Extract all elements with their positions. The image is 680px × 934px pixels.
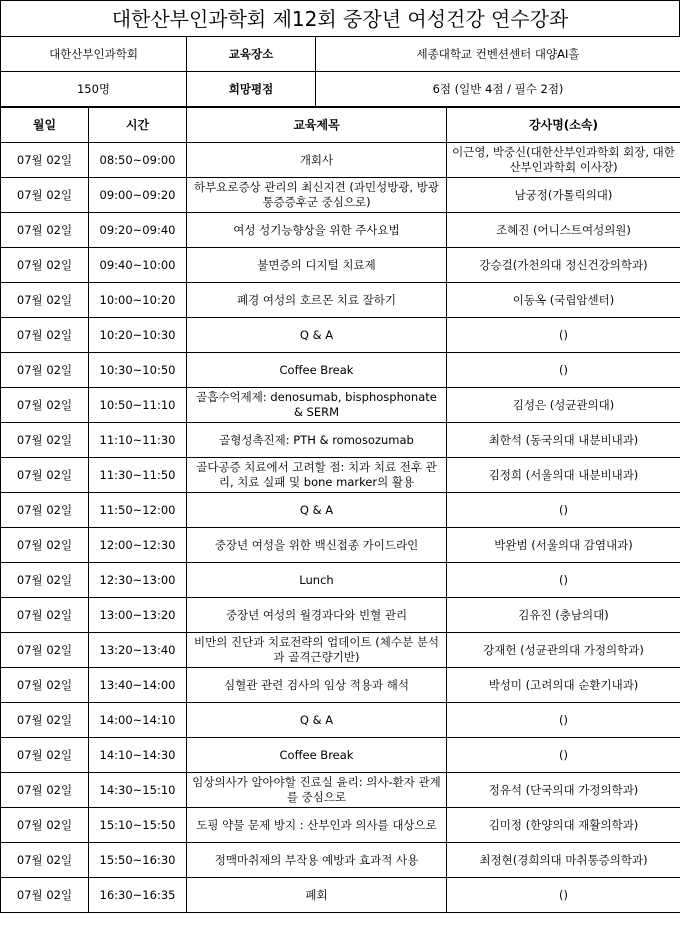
table-row	[1, 178, 680, 213]
time-cell: 14:30~15:10	[89, 773, 187, 808]
time-cell: 13:00~13:20	[89, 598, 187, 633]
organizer-cell: 대한산부인과학회	[1, 37, 187, 72]
date-cell: 07월 02일	[1, 493, 89, 528]
topic-cell: 중장년 여성의 월경과다와 빈혈 관리	[187, 598, 447, 633]
speaker-cell: 강승걸(가천의대 정신건강의학과)	[447, 248, 680, 283]
date-cell: 07월 02일	[1, 773, 89, 808]
schedule-header-row	[1, 108, 680, 143]
speaker-cell: 김정희 (서울의대 내분비내과)	[447, 458, 680, 493]
speaker-cell: ()	[447, 738, 680, 773]
speaker-cell: ()	[447, 563, 680, 598]
table-row	[1, 353, 680, 388]
speaker-cell: 박완범 (서울의대 감염내과)	[447, 528, 680, 563]
time-cell: 11:30~11:50	[89, 458, 187, 493]
date-cell: 07월 02일	[1, 668, 89, 703]
topic-cell: 하부요로증상 관리의 최신지견 (과민성방광, 방광통증증후군 중심으로)	[187, 178, 447, 213]
time-cell: 13:20~13:40	[89, 633, 187, 668]
table-row	[1, 878, 680, 913]
topic-cell: 불면증의 디지털 치료제	[187, 248, 447, 283]
info-row-credit	[1, 72, 680, 107]
date-cell: 07월 02일	[1, 283, 89, 318]
speaker-cell: ()	[447, 703, 680, 738]
speaker-cell: ()	[447, 493, 680, 528]
time-cell: 15:50~16:30	[89, 843, 187, 878]
date-cell: 07월 02일	[1, 353, 89, 388]
topic-cell: 심혈관 관련 검사의 임상 적용과 해석	[187, 668, 447, 703]
topic-cell: 중장년 여성을 위한 백신접종 가이드라인	[187, 528, 447, 563]
speaker-cell: 김유진 (충남의대)	[447, 598, 680, 633]
time-cell: 10:20~10:30	[89, 318, 187, 353]
table-row	[1, 283, 680, 318]
topic-cell: Q & A	[187, 318, 447, 353]
topic-cell: 도핑 약물 문제 방지 : 산부인과 의사를 대상으로	[187, 808, 447, 843]
credit-value: 6점 (일반 4점 / 필수 2점)	[316, 72, 680, 107]
schedule-table	[0, 107, 680, 913]
date-cell: 07월 02일	[1, 808, 89, 843]
topic-cell: Coffee Break	[187, 353, 447, 388]
table-row	[1, 598, 680, 633]
table-row	[1, 423, 680, 458]
header-speaker: 강사명(소속)	[447, 108, 680, 143]
topic-cell: 골흡수억제제: denosumab, bisphosphonate & SERM	[187, 388, 447, 423]
speaker-cell: ()	[447, 318, 680, 353]
topic-cell: Coffee Break	[187, 738, 447, 773]
table-row	[1, 388, 680, 423]
page-title: 대한산부인과학회 제12회 중장년 여성건강 연수강좌	[0, 0, 680, 36]
venue-value: 세종대학교 컨벤션센터 대양AI홀	[316, 37, 680, 72]
time-cell: 16:30~16:35	[89, 878, 187, 913]
time-cell: 14:10~14:30	[89, 738, 187, 773]
info-row-venue	[1, 37, 680, 72]
topic-cell: 비만의 진단과 치료전략의 업데이트 (체수분 분석과 골격근량기반)	[187, 633, 447, 668]
time-cell: 15:10~15:50	[89, 808, 187, 843]
date-cell: 07월 02일	[1, 703, 89, 738]
date-cell: 07월 02일	[1, 843, 89, 878]
credit-label: 희망평점	[187, 72, 316, 107]
topic-cell: Lunch	[187, 563, 447, 598]
time-cell: 10:00~10:20	[89, 283, 187, 318]
time-cell: 10:50~11:10	[89, 388, 187, 423]
date-cell: 07월 02일	[1, 528, 89, 563]
table-row	[1, 668, 680, 703]
header-time: 시간	[89, 108, 187, 143]
date-cell: 07월 02일	[1, 248, 89, 283]
speaker-cell: 강재헌 (성균관의대 가정의학과)	[447, 633, 680, 668]
date-cell: 07월 02일	[1, 598, 89, 633]
speaker-cell: 조혜진 (어니스트여성의원)	[447, 213, 680, 248]
time-cell: 12:00~12:30	[89, 528, 187, 563]
topic-cell: 골다공증 치료에서 고려할 점: 치과 치료 전후 관리, 치료 실패 및 bone marker의 활용	[187, 458, 447, 493]
table-row	[1, 248, 680, 283]
date-cell: 07월 02일	[1, 633, 89, 668]
speaker-cell: ()	[447, 878, 680, 913]
date-cell: 07월 02일	[1, 213, 89, 248]
table-row	[1, 738, 680, 773]
speaker-cell: ()	[447, 353, 680, 388]
speaker-cell: 김성은 (성균관의대)	[447, 388, 680, 423]
topic-cell: 정맥마취제의 부작용 예방과 효과적 사용	[187, 843, 447, 878]
date-cell: 07월 02일	[1, 143, 89, 178]
venue-label: 교육장소	[187, 37, 316, 72]
table-row	[1, 563, 680, 598]
table-row	[1, 773, 680, 808]
speaker-cell: 정유석 (단국의대 가정의학과)	[447, 773, 680, 808]
time-cell: 14:00~14:10	[89, 703, 187, 738]
table-row	[1, 213, 680, 248]
date-cell: 07월 02일	[1, 738, 89, 773]
table-row	[1, 143, 680, 178]
topic-cell: Q & A	[187, 703, 447, 738]
date-cell: 07월 02일	[1, 878, 89, 913]
time-cell: 09:40~10:00	[89, 248, 187, 283]
table-row	[1, 458, 680, 493]
header-topic: 교육제목	[187, 108, 447, 143]
capacity-cell: 150명	[1, 72, 187, 107]
topic-cell: 폐경 여성의 호르몬 치료 잘하기	[187, 283, 447, 318]
speaker-cell: 박성미 (고려의대 순환기내과)	[447, 668, 680, 703]
time-cell: 11:50~12:00	[89, 493, 187, 528]
time-cell: 10:30~10:50	[89, 353, 187, 388]
speaker-cell: 최정현(경희의대 마취통증의학과)	[447, 843, 680, 878]
time-cell: 08:50~09:00	[89, 143, 187, 178]
date-cell: 07월 02일	[1, 388, 89, 423]
date-cell: 07월 02일	[1, 458, 89, 493]
table-row	[1, 493, 680, 528]
header-date: 월일	[1, 108, 89, 143]
table-row	[1, 318, 680, 353]
date-cell: 07월 02일	[1, 178, 89, 213]
speaker-cell: 남궁정(가톨릭의대)	[447, 178, 680, 213]
speaker-cell: 이근영, 박중신(대한산부인과학회 회장, 대한산부인과학회 이사장)	[447, 143, 680, 178]
date-cell: 07월 02일	[1, 423, 89, 458]
time-cell: 12:30~13:00	[89, 563, 187, 598]
schedule-body	[1, 143, 680, 913]
topic-cell: Q & A	[187, 493, 447, 528]
info-table	[0, 36, 680, 107]
topic-cell: 개회사	[187, 143, 447, 178]
time-cell: 09:20~09:40	[89, 213, 187, 248]
table-row	[1, 843, 680, 878]
table-row	[1, 703, 680, 738]
topic-cell: 폐회	[187, 878, 447, 913]
speaker-cell: 이동옥 (국립암센터)	[447, 283, 680, 318]
speaker-cell: 최한석 (동국의대 내분비내과)	[447, 423, 680, 458]
speaker-cell: 김미정 (한양의대 재활의학과)	[447, 808, 680, 843]
table-row	[1, 528, 680, 563]
date-cell: 07월 02일	[1, 563, 89, 598]
time-cell: 09:00~09:20	[89, 178, 187, 213]
date-cell: 07월 02일	[1, 318, 89, 353]
time-cell: 13:40~14:00	[89, 668, 187, 703]
table-row	[1, 808, 680, 843]
table-row	[1, 633, 680, 668]
topic-cell: 골형성촉진제: PTH & romosozumab	[187, 423, 447, 458]
topic-cell: 임상의사가 알아야할 진료실 윤리: 의사-환자 관계를 중심으로	[187, 773, 447, 808]
time-cell: 11:10~11:30	[89, 423, 187, 458]
topic-cell: 여성 성기능향상을 위한 주사요법	[187, 213, 447, 248]
